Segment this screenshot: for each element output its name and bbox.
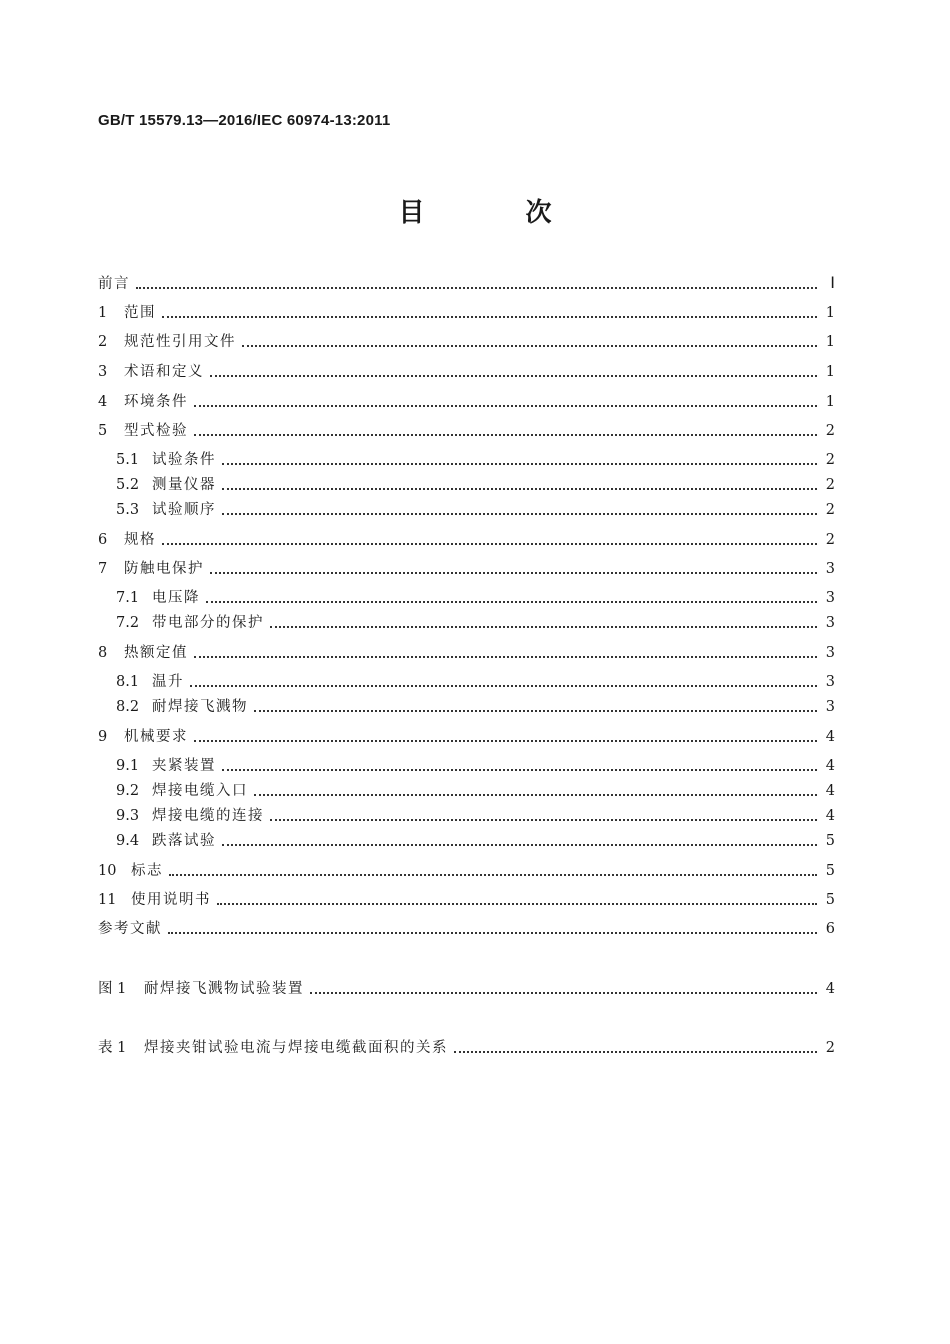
toc-leader-dots xyxy=(190,685,817,687)
toc-label: 电压降 xyxy=(152,590,200,606)
toc-number: 8 xyxy=(98,645,108,661)
toc-leader-dots xyxy=(194,434,817,436)
toc-entry-8[interactable] xyxy=(98,642,835,664)
toc-label: 测量仪器 xyxy=(152,477,216,493)
toc-page-number: 2 xyxy=(825,532,835,548)
toc-leader-dots xyxy=(242,345,817,347)
toc-label: 热额定值 xyxy=(124,645,188,661)
toc-page-number: 3 xyxy=(825,615,835,631)
toc-entry-5[interactable] xyxy=(98,420,835,442)
toc-label: 试验条件 xyxy=(152,452,216,468)
toc-entry-11[interactable] xyxy=(98,889,835,911)
toc-label: 标志 xyxy=(131,863,163,879)
toc-entry-2[interactable] xyxy=(98,331,835,353)
toc-leader-dots xyxy=(206,601,817,603)
toc-entry-table-1[interactable] xyxy=(98,1037,835,1059)
toc-page-number: 2 xyxy=(825,502,835,518)
toc-entry-10[interactable] xyxy=(98,860,835,882)
toc-number: 3 xyxy=(98,364,108,380)
standard-code: GB/T 15579.13—2016/IEC 60974-13:2011 xyxy=(98,112,391,129)
toc-page-number: 3 xyxy=(825,590,835,606)
toc-number: 8.1 xyxy=(116,674,140,690)
toc-leader-dots xyxy=(270,626,817,628)
toc-label: 耐焊接飞溅物试验装置 xyxy=(144,981,304,997)
toc-label: 带电部分的保护 xyxy=(152,615,264,631)
toc-leader-dots xyxy=(222,488,817,490)
toc-page-number: 4 xyxy=(825,808,835,824)
toc-entry-8-2[interactable] xyxy=(116,696,835,718)
toc-number: 7.1 xyxy=(116,590,140,606)
toc-number: 9 xyxy=(98,729,108,745)
toc-page-number: 4 xyxy=(825,729,835,745)
page-title: 目 次 xyxy=(398,198,598,228)
toc-number: 6 xyxy=(98,532,108,548)
toc-page-number: 5 xyxy=(825,892,835,908)
toc-leader-dots xyxy=(194,656,817,658)
toc-number: 7 xyxy=(98,561,108,577)
toc-number: 5.2 xyxy=(116,477,140,493)
toc-label: 规格 xyxy=(124,532,156,548)
toc-leader-dots xyxy=(169,874,817,876)
toc-entry-3[interactable] xyxy=(98,361,835,383)
toc-number: 9.1 xyxy=(116,758,140,774)
toc-number: 9.3 xyxy=(116,808,140,824)
toc-label: 耐焊接飞溅物 xyxy=(152,699,248,715)
toc-leader-dots xyxy=(222,513,817,515)
toc-entry-figure-1[interactable] xyxy=(98,978,835,1000)
toc-entry-7[interactable] xyxy=(98,558,835,580)
toc-page-number: 2 xyxy=(825,477,835,493)
toc-number: 5.1 xyxy=(116,452,140,468)
toc-label: 夹紧装置 xyxy=(152,758,216,774)
toc-number: 5.3 xyxy=(116,502,140,518)
toc-page-number: 6 xyxy=(825,921,835,937)
toc-label: 环境条件 xyxy=(124,394,188,410)
toc-leader-dots xyxy=(210,375,817,377)
toc-number: 9.4 xyxy=(116,833,140,849)
toc-page-number: 1 xyxy=(825,334,835,350)
toc-leader-dots xyxy=(210,572,817,574)
toc-leader-dots xyxy=(194,405,817,407)
toc-label: 跌落试验 xyxy=(152,833,216,849)
toc-entry-6[interactable] xyxy=(98,529,835,551)
toc-page-number: 4 xyxy=(825,783,835,799)
toc-page-number: 3 xyxy=(825,645,835,661)
toc-entry-5-3[interactable] xyxy=(116,499,835,521)
toc-label: 型式检验 xyxy=(124,423,188,439)
toc-leader-dots xyxy=(222,463,817,465)
toc-leader-dots xyxy=(222,844,817,846)
toc-page-number: 1 xyxy=(825,394,835,410)
toc-page-number: 4 xyxy=(825,758,835,774)
toc-entry-9-1[interactable] xyxy=(116,755,835,777)
toc-entry-8-1[interactable] xyxy=(116,671,835,693)
toc-entry-9[interactable] xyxy=(98,726,835,748)
toc-entry-9-2[interactable] xyxy=(116,780,835,802)
toc-label: 焊接夹钳试验电流与焊接电缆截面积的关系 xyxy=(144,1040,448,1056)
toc-label: 焊接电缆的连接 xyxy=(152,808,264,824)
toc-number: 9.2 xyxy=(116,783,140,799)
toc-leader-dots xyxy=(254,794,817,796)
toc-leader-dots xyxy=(454,1051,817,1053)
toc-page-number: 5 xyxy=(825,833,835,849)
toc-number: 4 xyxy=(98,394,108,410)
toc-page-number: 2 xyxy=(825,452,835,468)
toc-entry-1[interactable] xyxy=(98,302,835,324)
toc-leader-dots xyxy=(162,543,817,545)
toc-number: 5 xyxy=(98,423,108,439)
toc-label: 焊接电缆入口 xyxy=(152,783,248,799)
toc-leader-dots xyxy=(162,316,817,318)
toc-page-number: 5 xyxy=(825,863,835,879)
toc-page-number: 2 xyxy=(825,423,835,439)
toc-leader-dots xyxy=(168,932,817,934)
toc-page-number: 1 xyxy=(825,364,835,380)
toc-page-number: 1 xyxy=(825,305,835,321)
toc-label: 范围 xyxy=(124,305,156,321)
toc-page-number: 3 xyxy=(825,699,835,715)
toc-label: 防触电保护 xyxy=(124,561,204,577)
toc-entry-5-1[interactable] xyxy=(116,449,835,471)
toc-entry-foreword[interactable] xyxy=(98,273,835,295)
toc-page-number: 4 xyxy=(825,981,835,997)
toc-entry-9-3[interactable] xyxy=(116,805,835,827)
toc-label: 规范性引用文件 xyxy=(124,334,236,350)
toc-label: 温升 xyxy=(152,674,184,690)
toc-label: 参考文献 xyxy=(98,921,162,937)
toc-entry-references[interactable] xyxy=(98,918,835,940)
toc-number: 8.2 xyxy=(116,699,140,715)
toc-label: 机械要求 xyxy=(124,729,188,745)
toc-number: 2 xyxy=(98,334,108,350)
toc-entry-4[interactable] xyxy=(98,391,835,413)
toc-entry-5-2[interactable] xyxy=(116,474,835,496)
toc-entry-9-4[interactable] xyxy=(116,830,835,852)
toc-number: 图 1 xyxy=(98,981,127,997)
toc-leader-dots xyxy=(136,287,817,289)
toc-leader-dots xyxy=(310,992,817,994)
toc-number: 表 1 xyxy=(98,1040,127,1056)
toc-label: 试验顺序 xyxy=(152,502,216,518)
toc-page-number: 3 xyxy=(825,674,835,690)
toc-number: 10 xyxy=(98,863,117,879)
toc-page-number: 3 xyxy=(825,561,835,577)
toc-leader-dots xyxy=(270,819,817,821)
toc-number: 7.2 xyxy=(116,615,140,631)
toc-entry-7-1[interactable] xyxy=(116,587,835,609)
toc-page-number: 2 xyxy=(825,1040,835,1056)
toc-label: 前言 xyxy=(98,276,130,292)
toc-label: 术语和定义 xyxy=(124,364,204,380)
toc-page-number: Ⅰ xyxy=(830,275,835,292)
toc-leader-dots xyxy=(254,710,817,712)
toc-number: 1 xyxy=(98,305,108,321)
toc-leader-dots xyxy=(194,740,817,742)
toc-entry-7-2[interactable] xyxy=(116,612,835,634)
toc-leader-dots xyxy=(217,903,817,905)
toc-leader-dots xyxy=(222,769,817,771)
toc-number: 11 xyxy=(98,892,117,908)
toc-label: 使用说明书 xyxy=(131,892,211,908)
